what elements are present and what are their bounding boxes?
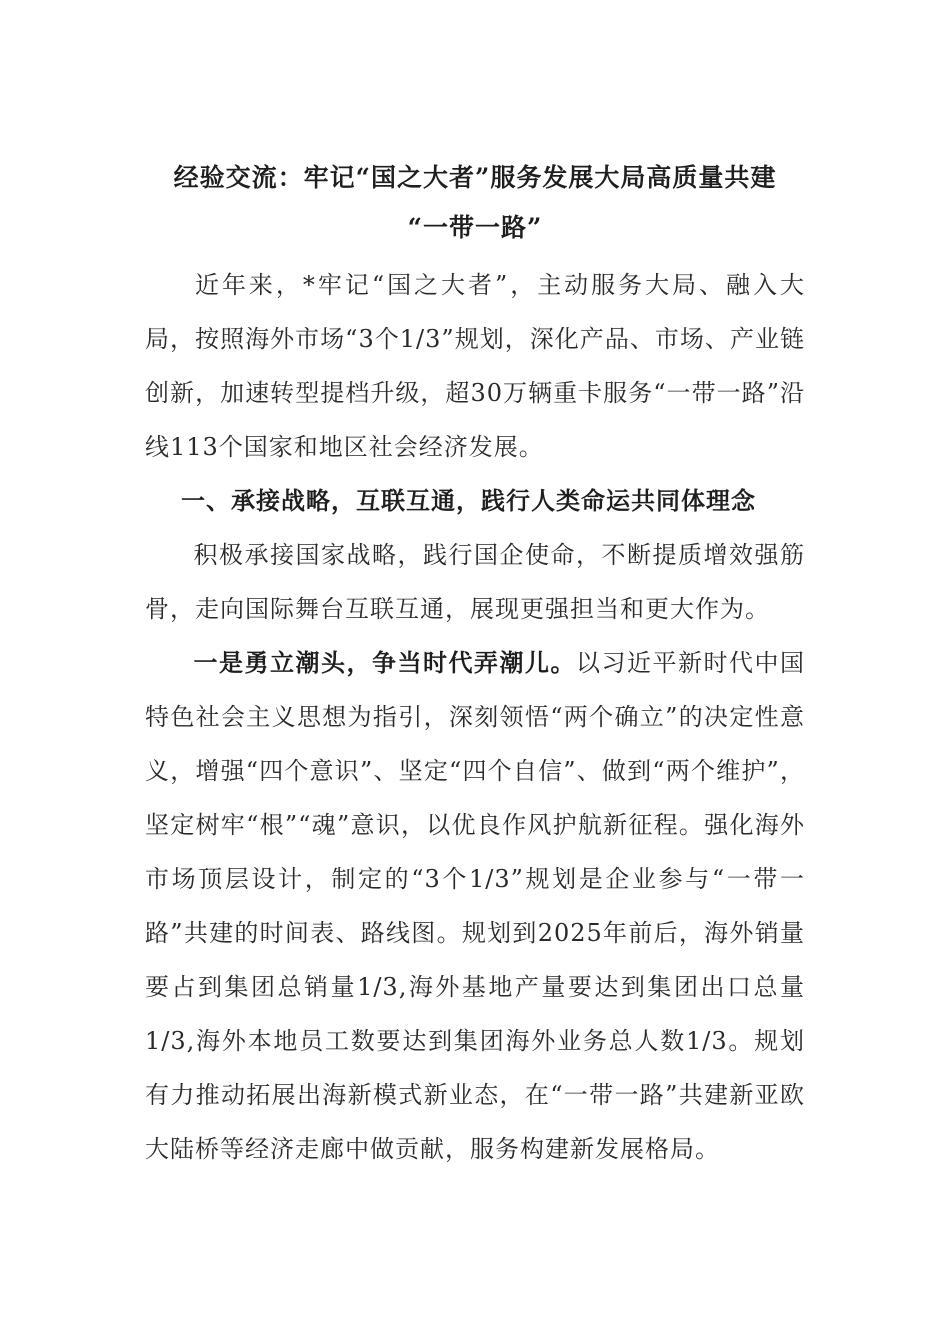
section-heading-1 [145, 474, 805, 528]
point-1-lead: 一是勇立潮头，争当时代弄潮儿。 [193, 648, 576, 677]
point-1-paragraph [145, 636, 805, 1176]
section-1-paragraph-text: 积极承接国家战略，践行国企使命，不断提质增效强筋骨，走向国际舞台互联互通，展现更强担当和更大作为。 [145, 541, 805, 623]
intro-paragraph [145, 258, 805, 474]
intro-paragraph-text: 近年来，*牢记“国之大者”，主动服务大局、融入大局，按照海外市场“3个1/3”规划，深化产品、市场、产业链创新，加速转型提档升级，超30万辆重卡服务“一带一路”沿线113个国家和地区社会经济发展。 [145, 271, 805, 461]
point-1-body: 以习近平新时代中国特色社会主义思想为指引，深刻领悟“两个确立”的决定性意义，增强“四个意识”、坚定“四个自信”、做到“两个维护”，坚定树牢“根”“魂”意识，以优良作风护航新征程。强化海外市场顶层设计，制定的“3个1/3”规划是企业参与“一带一路”共建的时间表、路线图。规划到2025年前后，海外销量要占到集团总销量1/3,海外基地产量要达到集团出口总量1/3,海外本地员工数要达到集团海外业务总人数1/3。规划有力推动拓展出海新模式新业态，在“一带一路”共建新亚欧大陆桥等经济走廊中做贡献，服务构建新发展格局。 [145, 649, 805, 1163]
document-title-line-1: 经验交流：牢记“国之大者”服务发展大局高质量共建 [173, 163, 777, 192]
section-heading-1-text: 一、承接战略，互联互通，践行人类命运共同体理念 [181, 486, 756, 515]
section-1-paragraph [145, 528, 805, 636]
document-title-line-2: “一带一路” [407, 213, 543, 242]
